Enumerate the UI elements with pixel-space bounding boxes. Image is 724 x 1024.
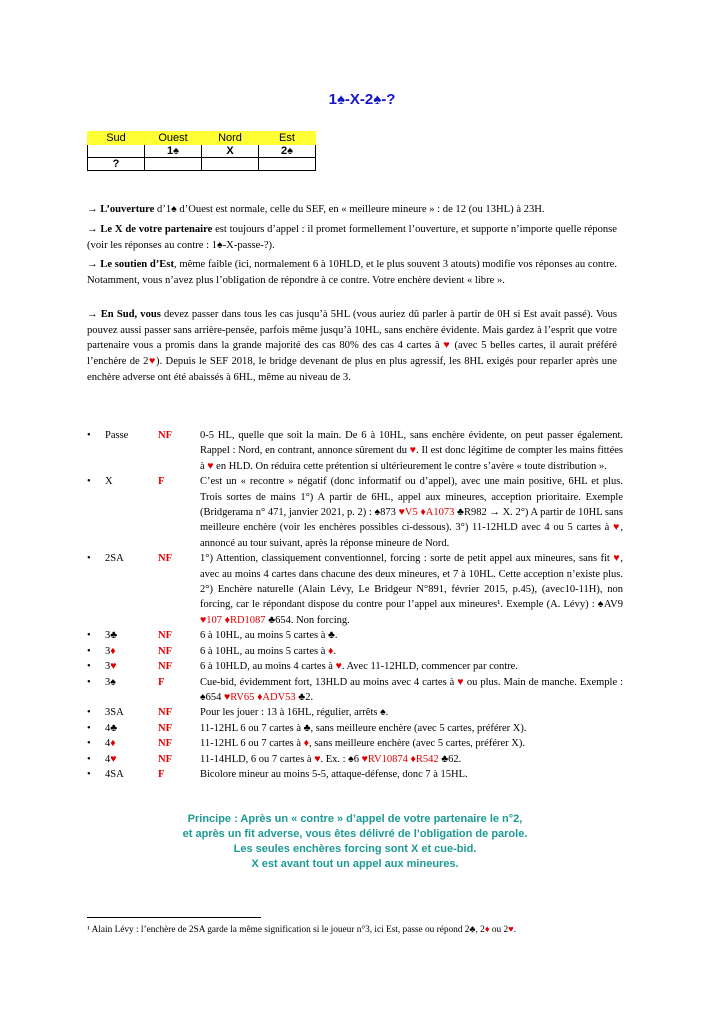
bid-name: Passe <box>105 430 129 441</box>
paragraph-lead: → L’ouverture <box>87 204 155 215</box>
header-est: Est <box>259 132 316 145</box>
bid-name: 2SA <box>105 553 124 565</box>
paragraph-south <box>87 307 617 386</box>
bid-row <box>87 628 623 643</box>
bid-row <box>87 551 623 628</box>
bid-description: 6 à 10HL, au moins 5 cartes à ♦. <box>200 645 336 657</box>
principle-box <box>87 812 623 872</box>
bid-force: NF <box>158 553 172 565</box>
bid-row <box>87 644 623 659</box>
bid-row <box>87 675 623 706</box>
principle-line: Principe : Après un « contre » d’appel de votre partenaire le n°2, <box>187 813 523 825</box>
bid-row <box>87 705 623 720</box>
bid-list <box>87 428 623 782</box>
paragraph-text: , même faible (ici, normalement 6 à 10HLD, et le plus souvent 3 atouts) modifie vos réponses au contre. Notamment, vous n’avez plus l’obligation de répondre à ce contre. Votre enchère devient « libre ». <box>87 259 617 286</box>
bid-cell <box>202 158 259 171</box>
bid-row <box>87 659 623 674</box>
bid-description: 6 à 10HL, au moins 5 cartes à ♣. <box>200 630 338 642</box>
bullet: • <box>87 768 91 780</box>
bullet: • <box>87 645 91 657</box>
bidding-row <box>88 145 316 158</box>
bullet: • <box>87 738 91 750</box>
bid-row <box>87 721 623 736</box>
bid-cell <box>88 145 145 158</box>
bullet: • <box>87 676 91 688</box>
paragraph-lead: → En Sud, vous <box>87 309 161 320</box>
bid-cell <box>259 158 316 171</box>
bid-cell: 2♠ <box>259 145 316 158</box>
bid-row <box>87 736 623 751</box>
paragraph-text: est toujours d’appel : il promet formellement l’ouverture, et supporte n’importe quelle réponse (voir les réponses au contre : 1♠-X-passe-?). <box>87 224 617 251</box>
bid-force: NF <box>158 430 172 441</box>
bid-force: F <box>158 768 165 780</box>
bid-description: Pour les jouer : 13 à 16HL, régulier, arrêts ♠. <box>200 707 389 719</box>
bid-name: X <box>105 476 113 488</box>
principle-line: et après un fit adverse, vous êtes délivré de l’obligation de parole. <box>182 828 528 840</box>
paragraph-opening <box>87 202 617 218</box>
bid-name: 3SA <box>105 707 124 719</box>
bid-force: NF <box>158 707 172 719</box>
bid-name: 3♠ <box>105 676 116 688</box>
bid-name: 4SA <box>105 768 124 780</box>
paragraph-partner-double <box>87 222 617 253</box>
bid-description: 6 à 10HLD, au moins 4 cartes à ♥. Avec 11-12HLD, commencer par contre. <box>200 661 518 673</box>
bid-description: Bicolore mineur au moins 5-5, attaque-défense, donc 7 à 15HL. <box>200 768 468 780</box>
bid-name: 3♣ <box>105 630 118 642</box>
bullet: • <box>87 661 91 673</box>
bid-cell: 1♠ <box>145 145 202 158</box>
header-ouest: Ouest <box>145 132 202 145</box>
bid-name: 4♥ <box>105 753 117 765</box>
bid-force: NF <box>158 645 172 657</box>
paragraph-lead: → Le soutien d’Est <box>87 259 175 270</box>
bid-cell: X <box>202 145 259 158</box>
bid-force: F <box>158 676 165 688</box>
paragraph-east-support <box>87 257 617 288</box>
bullet: • <box>87 553 91 565</box>
bidding-header-row <box>88 132 316 145</box>
bullet: • <box>87 476 91 488</box>
bid-force: NF <box>158 630 172 642</box>
bidding-table <box>87 131 316 171</box>
bid-force: F <box>158 476 165 488</box>
bid-cell <box>145 158 202 171</box>
bid-description: 11-12HL 6 ou 7 cartes à ♣, sans meilleure enchère (avec 5 cartes, préférer X). <box>200 722 527 734</box>
bid-name: 4♣ <box>105 722 118 734</box>
paragraph-text: devez passer dans tous les cas jusqu’à 5HL (vous auriez dû parler à partir de 0H si Est avait passé). Vous pouvez aussi passer sans arrière-pensée, parfois même jusqu’à 10HL, sans enchère évidente. Mais gardez à l’esprit que votre partenaire vous a promis dans la grande majorité des cas 80% des cas 4 cartes à ♥ (avec 5 belles cartes, il aurait préféré l’enchère de 2♥). Depuis le SEF 2018, le bridge devenant de plus en plus agressif, les 8HL exigés pour reparler après une enchère adverse ont été abaissés à 6HL, même au niveau de 3. <box>87 309 618 383</box>
header-nord: Nord <box>202 132 259 145</box>
bid-row <box>87 474 623 551</box>
bid-force: NF <box>158 738 172 750</box>
bid-force: NF <box>158 753 172 765</box>
bid-name: 3♦ <box>105 645 116 657</box>
bid-description: 1°) Attention, classiquement conventionnel, forcing : sorte de petit appel aux mineures, sans fit ♥, avec au moins 4 cartes dans chacune des deux mineures, et 7 à 10HL. Cette acception n’existe plus. 2°) Enchère naturelle (Alain Lévy, Le Bridgeur N°891, février 2015, p.45), (avec10-11H), non forcing, car le répondant dispose du contre pour l’appel aux mineures¹. Exemple (A. Lévy) : ♠AV9 ♥107 ♦RD1087 ♣654. Non forcing. <box>200 553 624 626</box>
bid-description: Cue-bid, évidemment fort, 13HLD au moins avec 4 cartes à ♥ ou plus. Main de manche. Exemple : ♠654 ♥RV65 ♦ADV53 ♣2. <box>200 676 624 703</box>
bullet: • <box>87 722 91 734</box>
bid-description: C’est un « recontre » négatif (donc informatif ou d’appel), avec une main positive, 6HL et plus. Trois sortes de mains 1°) A partir de 6HL, appel aux mineures, acception prioritaire. Exemple (Bridgerama n° 471, janvier 2021, p. 2) : ♠873 ♥V5 ♦A1073 ♣R982 → X. 2°) A partir de 10HL sans meilleure enchère (voir les enchères possibles ci-dessous). 3°) 11-12HLD avec 4 ou 5 cartes à ♥, annoncé au tour suivant, après la réponse mineure de Nord. <box>200 476 624 549</box>
bullet: • <box>87 430 91 441</box>
principle-line: X est avant tout un appel aux mineures. <box>251 858 459 870</box>
bullet: • <box>87 630 91 642</box>
bid-row <box>87 752 623 767</box>
bid-description: 11-12HL 6 ou 7 cartes à ♦, sans meilleure enchère (avec 5 cartes, préférer X). <box>200 738 525 750</box>
bid-cell: ? <box>88 158 145 171</box>
bidding-row <box>88 158 316 171</box>
bid-name: 4♦ <box>105 738 116 750</box>
paragraph-lead: → Le X de votre partenaire <box>87 224 213 235</box>
bullet: • <box>87 707 91 719</box>
principle-line: Les seules enchères forcing sont X et cue-bid. <box>233 843 477 855</box>
bid-row <box>87 428 623 474</box>
bid-row <box>87 767 623 782</box>
bid-description: 11-14HLD, 6 ou 7 cartes à ♥. Ex. : ♠6 ♥RV10874 ♦R542 ♣62. <box>200 753 462 765</box>
header-sud: Sud <box>88 132 145 145</box>
bid-force: NF <box>158 722 172 734</box>
bid-force: NF <box>158 661 172 673</box>
paragraph-text: d’1♠ d’Ouest est normale, celle du SEF, en « meilleure mineure » : de 12 (ou 13HL) à 23H. <box>154 204 545 215</box>
page-title: 1♠-X-2♠-? <box>328 91 396 108</box>
bullet: • <box>87 753 91 765</box>
footnote: ¹ Alain Lévy : l’enchère de 2SA garde la même signification si le joueur n°3, ici Est, passe ou répond 2♣, 2♦ ou 2♥. <box>87 925 517 935</box>
bid-name: 3♥ <box>105 661 117 673</box>
bid-description: 0-5 HL, quelle que soit la main. De 6 à 10HL, sans enchère évidente, on peut passer également. Rappel : Nord, en contrant, annonce sûrement du ♥. Il est donc légitime de compter les mains fittées à ♥ en HLD. On réduira cette prétention si ultérieurement le contre s’avère « toute distribution ». <box>200 430 623 472</box>
footnote-separator <box>87 917 261 918</box>
